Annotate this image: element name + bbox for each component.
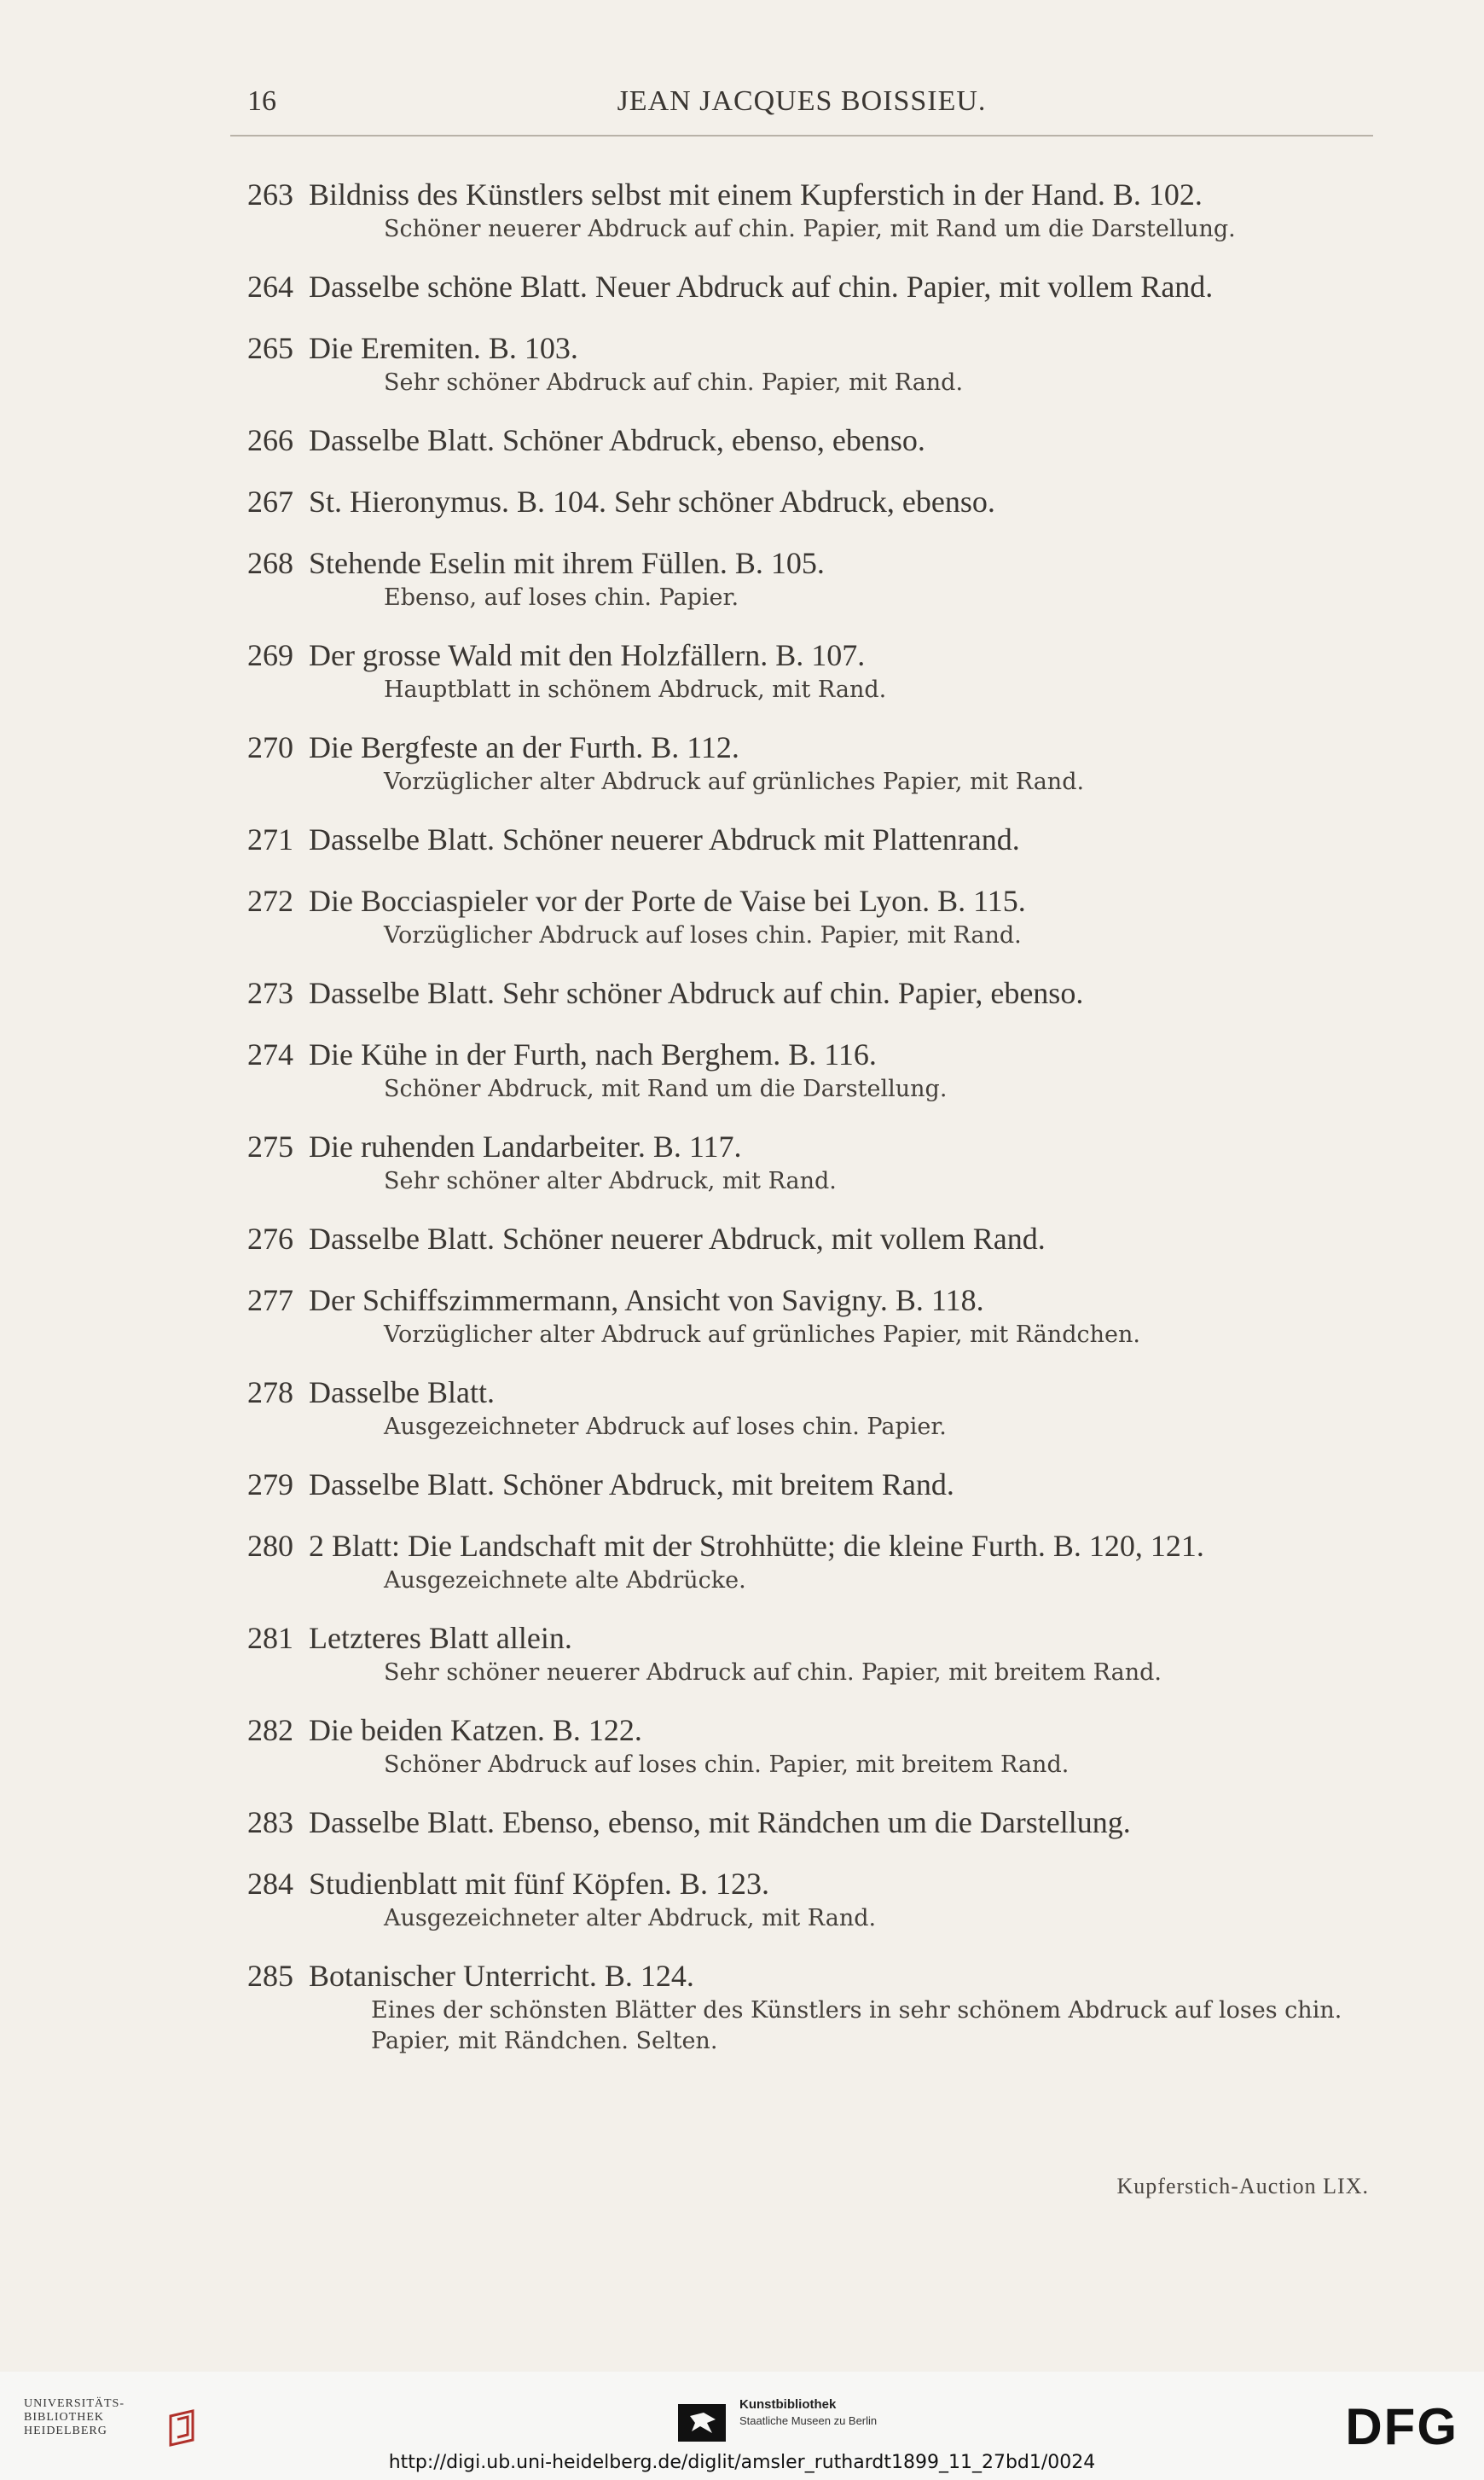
catalog-entry — [247, 1281, 1407, 1350]
entry-title-line — [247, 820, 1407, 859]
entry-title: Studienblatt mit fünf Köpfen. B. 123. — [309, 1867, 769, 1901]
entry-number: 285 — [247, 1959, 293, 1993]
entry-title-line — [247, 1465, 1407, 1504]
entry-title: Die Kühe in der Furth, nach Berghem. B. 116. — [309, 1037, 877, 1072]
kb-title: Kunstbibliothek — [739, 2397, 837, 2412]
entry-title-line — [247, 1373, 1407, 1412]
entry-number: 275 — [247, 1130, 293, 1164]
entry-title-line — [247, 175, 1407, 214]
entry-title: Der grosse Wald mit den Holzfällern. B. 107. — [309, 638, 866, 672]
entry-description: Vorzüglicher Abdruck auf loses chin. Papier, mit Rand. — [384, 922, 1022, 949]
catalog-entry — [247, 482, 1407, 521]
entry-description: Schöner Abdruck, mit Rand um die Darstellung. — [384, 1076, 948, 1102]
entry-number: 272 — [247, 884, 293, 918]
entry-description: Sehr schöner alter Abdruck, mit Rand. — [384, 1168, 837, 1194]
entry-number: 277 — [247, 1283, 293, 1317]
entry-number: 265 — [247, 331, 293, 365]
entry-title: Botanischer Unterricht. B. 124. — [309, 1959, 694, 1993]
entry-title: Dasselbe Blatt. Schöner neuerer Abdruck mit Plattenrand. — [309, 822, 1020, 857]
catalog-entry — [247, 543, 1407, 613]
catalog-entry — [247, 881, 1407, 951]
catalog-entry — [247, 421, 1407, 460]
entry-title: Die Bocciaspieler vor der Porte de Vaise bei Lyon. B. 115. — [309, 884, 1026, 918]
catalog-entry — [247, 1127, 1407, 1197]
auction-label: Kupferstich-Auction LIX. — [1116, 2174, 1369, 2198]
catalog-entry — [247, 1373, 1407, 1443]
catalog-entry — [247, 1956, 1407, 2057]
entry-description: Ausgezeichnete alte Abdrücke. — [384, 1567, 746, 1594]
entry-description: Ebenso, auf loses chin. Papier. — [384, 584, 739, 611]
entry-title: Dasselbe Blatt. Ebenso, ebenso, mit Rändchen um die Darstellung. — [309, 1805, 1131, 1839]
entry-title-line — [247, 1710, 1407, 1750]
entry-title: Die beiden Katzen. B. 122. — [309, 1713, 642, 1747]
entry-title: Stehende Eselin mit ihrem Füllen. B. 105. — [309, 546, 825, 580]
entry-number: 264 — [247, 270, 293, 304]
entry-title: Der Schiffszimmermann, Ansicht von Savigny. B. 118. — [309, 1283, 984, 1317]
entry-title-line — [247, 543, 1407, 583]
entry-number: 271 — [247, 822, 293, 857]
entry-title: Dasselbe Blatt. Schöner neuerer Abdruck, mit vollem Rand. — [309, 1222, 1046, 1256]
catalog-entry — [247, 328, 1407, 398]
entry-title: Dasselbe Blatt. — [309, 1375, 495, 1409]
entry-number: 267 — [247, 485, 293, 519]
entry-number: 268 — [247, 546, 293, 580]
page-number: 16 — [247, 85, 276, 117]
header-divider — [230, 135, 1373, 136]
entry-description: Hauptblatt in schönem Abdruck, mit Rand. — [384, 677, 887, 703]
catalog-entry — [247, 175, 1407, 245]
entry-title: Die Eremiten. B. 103. — [309, 331, 578, 365]
university-mark-icon — [167, 2409, 198, 2447]
dfg-logo[interactable]: DFG — [1345, 2398, 1458, 2455]
entry-number: 282 — [247, 1713, 293, 1747]
catalog-entry — [247, 267, 1407, 306]
entry-title: Dasselbe Blatt. Schöner Abdruck, ebenso, ebenso. — [309, 423, 925, 457]
entry-description: Ausgezeichneter Abdruck auf loses chin. Papier. — [384, 1414, 947, 1440]
entry-number: 274 — [247, 1037, 293, 1072]
entry-title-line — [247, 1526, 1407, 1565]
catalog-entry — [247, 1864, 1407, 1934]
entry-number: 280 — [247, 1529, 293, 1563]
entry-number: 278 — [247, 1375, 293, 1409]
entry-title-line — [247, 1956, 1407, 1995]
catalog-entry — [247, 636, 1407, 706]
entry-title-line — [247, 1803, 1407, 1842]
entry-description: Sehr schöner Abdruck auf chin. Papier, mit Rand. — [384, 369, 964, 396]
entry-title: 2 Blatt: Die Landschaft mit der Strohhütte; die kleine Furth. B. 120, 121. — [309, 1529, 1204, 1563]
entry-title-line — [247, 1281, 1407, 1320]
entry-title-line — [247, 881, 1407, 921]
catalog-entry — [247, 820, 1407, 859]
entry-title-line — [247, 267, 1407, 306]
entry-title-line — [247, 421, 1407, 460]
entry-description: Eines der schönsten Blätter des Künstlers in sehr schönem Abdruck auf loses chin. Papier, mit Rändchen. Selten. — [371, 1997, 1342, 2054]
entry-title-line — [247, 328, 1407, 368]
entry-description: Schöner neuerer Abdruck auf chin. Papier, mit Rand um die Darstellung. — [384, 216, 1236, 242]
entry-title: Die ruhenden Landarbeiter. B. 117. — [309, 1130, 742, 1164]
running-title: JEAN JACQUES BOISSIEU. — [617, 85, 987, 117]
entry-description: Sehr schöner neuerer Abdruck auf chin. Papier, mit breitem Rand. — [384, 1659, 1162, 1686]
entry-number: 263 — [247, 177, 293, 212]
catalog-entries — [247, 175, 1407, 2079]
entry-title: Die Bergfeste an der Furth. B. 112. — [309, 730, 739, 764]
entry-title: Dasselbe Blatt. Schöner Abdruck, mit breitem Rand. — [309, 1467, 954, 1501]
entry-title-line — [247, 1219, 1407, 1258]
entry-number: 276 — [247, 1222, 293, 1256]
catalog-entry — [247, 1219, 1407, 1258]
entry-description: Vorzüglicher alter Abdruck auf grünliches Papier, mit Rand. — [384, 769, 1085, 795]
entry-title-line — [247, 728, 1407, 767]
entry-description: Ausgezeichneter alter Abdruck, mit Rand. — [384, 1905, 877, 1931]
page-header — [230, 85, 1373, 136]
entry-title-line — [247, 1864, 1407, 1903]
catalog-entry — [247, 1710, 1407, 1780]
kb-subtitle: Staatliche Museen zu Berlin — [739, 2414, 878, 2427]
entry-title-line — [247, 1618, 1407, 1658]
entry-number: 270 — [247, 730, 293, 764]
footer — [0, 2372, 1484, 2480]
catalog-entry — [247, 1035, 1407, 1105]
catalog-entry — [247, 1618, 1407, 1688]
kunstbibliothek-eagle-icon — [678, 2404, 726, 2442]
entry-title: Dasselbe schöne Blatt. Neuer Abdruck auf chin. Papier, mit vollem Rand. — [309, 270, 1214, 304]
entry-description: Vorzüglicher alter Abdruck auf grünliches Papier, mit Rändchen. — [384, 1321, 1140, 1348]
entry-title-line — [247, 973, 1407, 1013]
entry-title-line — [247, 1127, 1407, 1166]
entry-number: 279 — [247, 1467, 293, 1501]
entry-title: St. Hieronymus. B. 104. Sehr schöner Abdruck, ebenso. — [309, 485, 995, 519]
entry-title: Dasselbe Blatt. Sehr schöner Abdruck auf chin. Papier, ebenso. — [309, 976, 1084, 1010]
entry-number: 266 — [247, 423, 293, 457]
entry-title-line — [247, 1035, 1407, 1074]
catalog-entry — [247, 1465, 1407, 1504]
source-url-link[interactable]: http://digi.ub.uni-heidelberg.de/diglit/amsler_ruthardt1899_11_27bd1/0024 — [388, 2452, 1096, 2473]
entry-title: Letzteres Blatt allein. — [309, 1621, 572, 1655]
entry-number: 284 — [247, 1867, 293, 1901]
uni-line-1: UNIVERSITÄTS- — [24, 2397, 125, 2410]
catalog-entry — [247, 1526, 1407, 1596]
uni-line-3: HEIDELBERG — [24, 2425, 107, 2437]
entry-title: Bildniss des Künstlers selbst mit einem Kupferstich in der Hand. B. 102. — [309, 177, 1203, 212]
uni-line-2: BIBLIOTHEK — [24, 2411, 104, 2424]
entry-description: Schöner Abdruck auf loses chin. Papier, mit breitem Rand. — [384, 1751, 1070, 1778]
entry-number: 281 — [247, 1621, 293, 1655]
catalog-entry — [247, 1803, 1407, 1842]
entry-number: 283 — [247, 1805, 293, 1839]
entry-title-line — [247, 482, 1407, 521]
entry-title-line — [247, 636, 1407, 675]
catalog-entry — [247, 973, 1407, 1013]
university-library-logo[interactable] — [24, 2397, 125, 2438]
entry-number: 273 — [247, 976, 293, 1010]
entry-number: 269 — [247, 638, 293, 672]
catalog-entry — [247, 728, 1407, 798]
